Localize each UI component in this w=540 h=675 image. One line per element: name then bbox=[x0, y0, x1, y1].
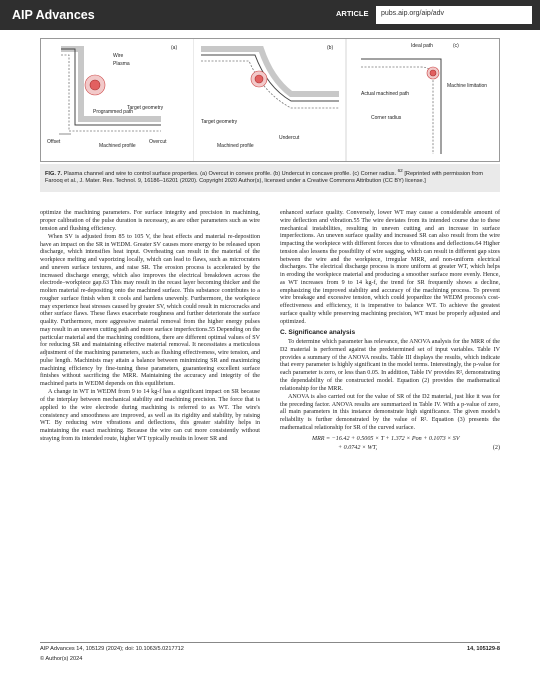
machine-limitation-label: Machine limitation bbox=[447, 83, 488, 89]
programmed-path-label: Programmed path bbox=[93, 109, 134, 115]
journal-url[interactable]: pubs.aip.org/aip/adv bbox=[381, 10, 445, 17]
left-paragraph-3: A change in WT in WEDM from 9 to 14 kg-f has a significant impact on SR because of the interplay between mechanical stability and machining precision. The force that is applied to the wire electrode during machining is referred to as WT. The wire's consistency and smoothness are improved, as well as its rigidity and stability, by raising WT. By reducing wire vibrations and deflections, this greater stability helps in maintaining the exact machining. Because the wire can cut more consistently without straying from its intended route, higher WT typically results in lower SR and bbox=[40, 389, 260, 442]
right-column bbox=[280, 210, 500, 454]
footer-divider bbox=[40, 642, 500, 643]
right-paragraph-1: enhanced surface quality. Conversely, lower WT may cause a considerable amount of wire deflection and vibration.55 The wire deviates from its intended course due to these mechanical instabilities, resulting in uneven cutting and an increase in surface imperfections. An uneven surface quality and increased SR can also result from the wire impacting the workpiece with different forces due to vibrations and deflections.64 Higher tension also lessens the possibility of wire sagging, which can result in different gap sizes between the wire and the workpiece, irregular MRR, and non-uniform electrical discharges. The electrical discharge process is more uniform at greater WT, which helps in eroding the workpiece material and producing a smoother surface more evenly. Hence, as WT increases from 9 to 14 kg-f, the trend for SR frequently shows a decline, emphasizing the improved stability and accuracy of the machining process. To prevent wire breakage and excessive tension, which could jeopardize the WEDM process's cost-effectiveness and efficiency, it is imperative to balance WT. To achieve the greatest surface quality while preserving machining precision, WT must be properly adjusted and optimized. bbox=[280, 210, 500, 325]
undercut-label: Undercut bbox=[279, 135, 300, 141]
footer-page-number bbox=[418, 646, 500, 652]
figure-7-diagram bbox=[41, 39, 499, 161]
panel-c bbox=[361, 43, 487, 154]
equation-number: (2) bbox=[492, 444, 500, 451]
undercut-band bbox=[201, 49, 339, 94]
article-type-tag: ARTICLE bbox=[336, 9, 369, 18]
target-geometry-label: Target geometry bbox=[127, 105, 164, 111]
target-geometry-b-label: Target geometry bbox=[201, 119, 238, 125]
wire-c-circle bbox=[430, 70, 436, 76]
ideal-path-label: Ideal path bbox=[411, 43, 433, 49]
equation-line-1: MRR = −16.42 + 0.5005 × T + 1.372 × Pon + 0.1073 × SV bbox=[312, 435, 460, 442]
caption-credit: [Reprinted with permission from Farooq et al., J. Mater. Res. Technol. 9, 16186–16201 (2020). Copyright 2020 Author(s), licensed under a Creative Commons Attribution (CC BY) license.] bbox=[45, 170, 483, 185]
caption-text: Plasma channel and wire to control surface properties. (a) Overcut in convex profile. (b) Undercut in concave profile. (c) Corner radius. bbox=[63, 170, 397, 177]
actual-path-line bbox=[361, 67, 433, 154]
right-paragraph-2: To determine which parameter has relevance, the ANOVA analysis for the MRR of the D2 material is performed against the predetermined set of input variables. Table IV provides a summary of the ANOVA results. Table III displays the results, which indicate that every parameter is highly significant in the model terms. Interestingly, the p-value for each parameter is zero, or less than 0.05. In addition, Table IV provides R², demonstrating the dependability of the constructed model. Equation (2) provides the mathematical relationship for the MRR. bbox=[280, 339, 500, 392]
figure-caption bbox=[40, 164, 500, 192]
corner-radius-label: Corner radius bbox=[371, 115, 402, 121]
actual-machined-path-label: Actual machined path bbox=[361, 91, 410, 97]
offset-label: Offset bbox=[47, 139, 61, 145]
equation-2 bbox=[280, 436, 500, 454]
journal-title[interactable]: AIP Advances bbox=[12, 8, 95, 22]
caption-label: FIG. 7. bbox=[45, 170, 63, 177]
caption-ref[interactable]: 62 bbox=[397, 168, 403, 173]
page-number: 14, 105129-8 bbox=[467, 646, 500, 652]
footer-citation[interactable]: AIP Advances 14, 105129 (2024); doi: 10.1063/5.0217712 bbox=[40, 646, 184, 652]
right-paragraph-3: ANOVA is also carried out for the value of SR of the D2 material, just like it was for the preceding factor. ANOVA results are summarized in Table IV. With a p-value of zero, all main parameters in this instance demonstrate high significance. The given model's reliability is further demonstrated by the value of R². Equation (3) presents the mathematical relationship for SR of the curved surface. bbox=[280, 393, 500, 431]
machined-profile-b-label: Machined profile bbox=[217, 143, 254, 149]
figure-7 bbox=[40, 38, 500, 162]
wire-circle bbox=[90, 80, 100, 90]
wire-b-circle bbox=[255, 75, 263, 83]
panel-b-tag: (b) bbox=[327, 45, 334, 51]
panel-a bbox=[41, 39, 193, 161]
left-paragraph-2: When SV is adjusted from 85 to 105 V, the heat effects and material re-deposition have an impact on the SR in WEDM. Greater SV causes more energy to be released upon discharge, which intensifies heat input. Overheating can result in the material of the workpiece melting and vaporizing locally, which can lead to flaws, such as microcraters and uneven surface textures, and raise SR. The erosion process is accelerated by the increased discharge energy, which also improves the electrical breakdown across the electrode–workpiece gap.63 This may result in the recast layer becoming thicker and the molten material re-depositing onto the machined surface. This substance contributes to a rougher surface finish when it cools and hardens unevenly. Furthermore, the workpiece may experience heat stresses caused by greater SV, which could result in microcracks and other surface flaws. These flaws exacerbate roughness and further deteriorate the surface quality. Furthermore, more aggressive material removal from the higher energy pulses may result in an uneven cutting path and more surface imperfections.55 Depending on the particular material and the machining conditions, there are different optimal values of SV for reducing SR and maintaining effective material removal. It necessitates a meticulous adjustment of the machining parameters, such as flushing effectiveness, wire tension, and pulse length. Machinists may attain a balance between minimizing SR and maximizing machining efficiency by fine-tuning these parameters, guaranteeing excellent surface finishes without sacrificing the MRR. Maintaining the accuracy and integrity of the machined parts in WEDM depends on this equilibrium. bbox=[40, 233, 260, 387]
section-heading: C. Significance analysis bbox=[280, 329, 356, 337]
panel-b bbox=[201, 45, 339, 149]
panel-a-tag: (a) bbox=[171, 45, 178, 51]
plasma-label: Plasma bbox=[113, 61, 130, 67]
wire-label: Wire bbox=[113, 53, 124, 59]
machined-profile-label: Machined profile bbox=[99, 143, 136, 149]
equation-line-2: + 0.0742 × WT, bbox=[338, 444, 378, 451]
panel-c-tag: (c) bbox=[453, 43, 459, 49]
left-column bbox=[40, 210, 260, 444]
footer-copyright: © Author(s) 2024 bbox=[40, 656, 83, 662]
overcut-label: Overcut bbox=[149, 139, 167, 145]
left-paragraph-1: optimize the machining parameters. For surface integrity and precision in machining, proper calibration of the pulse duration is necessary, as are other parameters such as wire tension and flushing efficiency. bbox=[40, 210, 260, 232]
